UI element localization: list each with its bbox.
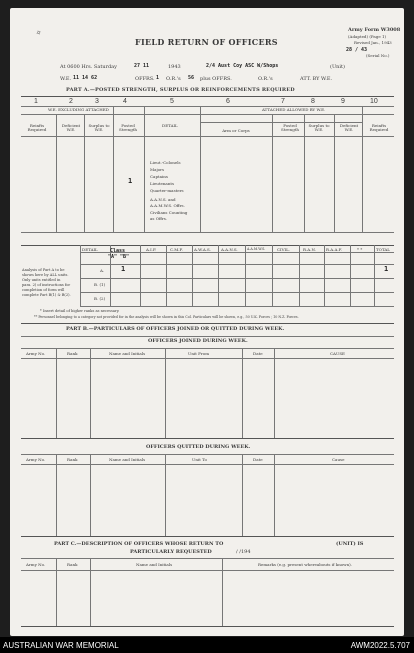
analysis-note-5: completion of form will [22,288,65,292]
quitted-col-cause: Cause [332,457,345,462]
offrs-label: OFFRS. [135,76,155,82]
analysis-note-2: shown here by ALL units. [22,273,69,277]
col-number-9: 9 [341,98,345,105]
quitted-col-army-no: Army No. [26,457,46,462]
detail-col-ran: R.A.N. [303,247,316,252]
unit-label: (Unit) [330,64,345,70]
part-c-date-blank: / /194 [236,549,251,555]
detail-col-other: * * [357,247,363,252]
joined-title: OFFICERS JOINED DURING WEEK. [148,338,248,344]
plus-offrs-label: plus OFFRS. [200,76,232,82]
col-number-3: 3 [95,98,99,105]
joined-col-unit-from: Unit From [188,351,209,356]
part-c-col-remarks: Remarks (e.g. present whereabouts if known). [258,562,353,567]
hdr-deficient-2: Deficient W.E. [339,123,359,132]
form-adapted: (Adapted) (Page 1) [348,34,387,39]
footer-bar [0,637,414,653]
part-c-title-line2: PARTICULARLY REQUESTED [130,549,212,555]
hdr-detail: DETAIL [162,123,178,128]
detail-col-awas: A.W.A.S. [194,247,211,252]
part-c-col-name: Name and Initials [136,562,173,567]
joined-col-cause: CAUSE [330,351,345,356]
col-number-5: 5 [170,98,174,105]
part-c-unit-is: (UNIT) IS [336,541,364,547]
joined-col-date: Date [253,351,263,356]
rank-majors: Majors [150,167,165,172]
part-c-title-line1: PART C.—DESCRIPTION OF OFFICERS WHOSE RETURN TO [54,541,224,547]
form-revised: Revised Jan., 1943 [354,40,392,45]
quitted-col-name: Name and Initials [109,457,146,462]
rank-civilians: Civilians Counting [150,210,188,215]
offrs-value: 1 [156,75,160,81]
part-c-col-rank: Rank [67,562,78,567]
quitted-col-date: Date [253,457,263,462]
analysis-note-1: Analysis of Part A to be [22,268,65,272]
col-number-2: 2 [69,98,73,105]
we-value: 11 14 62 [73,75,98,81]
ors2-label: O.R.'s [258,76,273,82]
at-label: At 0600 Hrs. Saturday [60,64,117,70]
hdr-surplus: Surplus to W.E. [88,123,110,132]
hdr-reinfts-required: Reinfts Required [27,123,47,132]
row-a-aif-value: 1 [121,265,126,273]
class-typed: "A" "B" [108,254,130,260]
ors-label: O.R.'s [166,76,181,82]
quitted-title: OFFICERS QUITTED DURING WEEK. [146,444,251,450]
joined-col-name: Name and Initials [109,351,146,356]
hdr-reinfts-required-2: Reinfts Required [369,123,389,132]
rank-captains: Captains [150,174,168,179]
serial-label: (Serial No.) [366,53,390,58]
row-b1-label: B. (1) [94,282,106,287]
serial-value: 28 / 43 [346,47,368,53]
detail-col-aans: A.A.N.S. [221,247,238,252]
year-value: 1943 [168,64,181,70]
hdr-deficient: Deficient W.E. [61,123,81,132]
analysis-note-6: complete Part B(1) & B(2). [22,293,71,297]
part-a-title: PART A.—POSTED STRENGTH, SURPLUS OR REINFORCEMENTS REQUIRED [66,87,295,93]
pencil-mark-icon: ✧ [34,28,43,38]
we-excluding-attached-header: W.E. EXCLUDING ATTACHED [48,107,109,112]
footnote-1: * Insert detail of higher ranks as necessary. [40,309,120,313]
row-b2-label: B. (2) [94,296,106,301]
row-a-total-value: 1 [384,265,389,273]
hdr-posted-strength: Posted Strength [119,123,137,132]
col-number-4: 4 [123,98,127,105]
rank-aamws: A.A.M.W.S. Offrs. [150,203,185,208]
analysis-note-4: para. 2) of instructions for [22,283,71,287]
analysis-note-3: Only units entitled in [22,278,61,282]
detail-col-cmf: C.M.F. [170,247,183,252]
col-number-8: 8 [311,98,315,105]
att-label: ATT. BY W.E. [300,76,333,82]
detail-col-total: TOTAL [376,247,390,252]
col-number-10: 10 [370,98,378,105]
rank-quartermasters: Quarter-masters [150,188,184,193]
rank-aans: A.A.N.S. and [150,197,176,202]
class-label: Class [110,248,126,254]
detail-col-aif: A.I.F. [146,247,157,252]
rank-lieutenants: Lieutenants [150,181,175,186]
joined-col-army-no: Army No. [26,351,46,356]
form-title: FIELD RETURN OF OFFICERS [135,37,278,47]
joined-col-rank: Rank [67,351,78,356]
footer-source: AUSTRALIAN WAR MEMORIAL [3,641,119,650]
quitted-col-rank: Rank [67,457,78,462]
at-date-value: 27 11 [134,63,150,69]
hdr-arm-or-corps: Arm or Corps [222,128,250,133]
rank-as-offrs: as Offrs. [150,216,168,221]
footer-accession: AWM2022.5.707 [350,641,410,650]
hdr-posted-strength-2: Posted Strength [281,123,299,132]
form-sheet [10,8,404,636]
row-a-label: A. [100,268,105,273]
we-label: W.E. [60,76,72,82]
ors-value: 56 [188,75,195,81]
detail-col-civil: CIVIL. [277,247,291,252]
form-number: Army Form W3008 [348,27,401,33]
unit-value: 2/4 Aust Coy ASC W/Shops [206,63,279,69]
col-number-7: 7 [281,98,285,105]
quitted-col-unit-to: Unit To [192,457,207,462]
col-number-1: 1 [34,98,38,105]
detail-col-raaf: R.A.A.F. [326,247,343,252]
posted-strength-value: 1 [128,177,133,185]
rank-lieut-colonels: Lieut.-Colonels [150,160,181,165]
part-b-title: PART B.—PARTICULARS OF OFFICERS JOINED OR QUITTED DURING WEEK. [66,326,285,332]
hdr-surplus-2: Surplus to W.E. [308,123,330,132]
col-number-6: 6 [226,98,230,105]
part-c-col-army-no: Army No. [26,562,46,567]
attached-allowed-header: ATTACHED ALLOWED BY W.E. [262,107,326,112]
detail-label: DETAIL [82,247,98,252]
footnote-2: ** Personnel belonging to a category not provided for in the analysis will be shown in this Col. Particulars will be shown, e.g., 50 U.K. Forces ; 10 N.Z. Forces. [34,315,299,319]
detail-col-aamws: A.A.M.W.S. [247,247,266,251]
